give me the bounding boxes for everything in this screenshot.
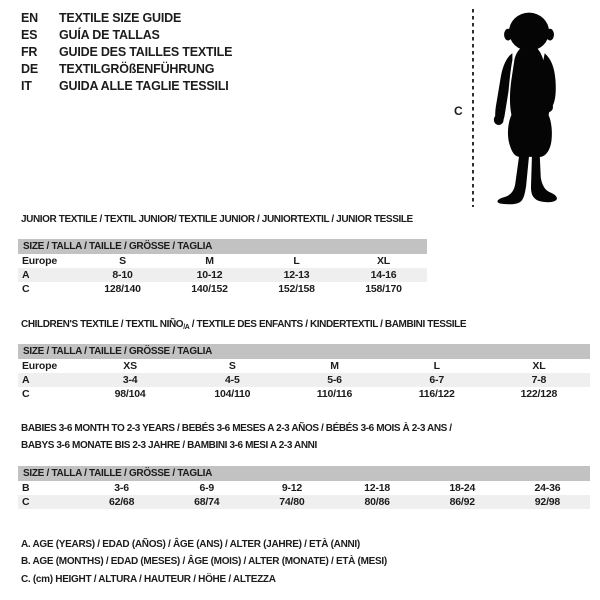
language-code: DE <box>21 62 38 76</box>
height-cell: 152/158 <box>278 283 315 295</box>
table-row <box>18 495 590 509</box>
children-title-sub: /A <box>183 324 190 331</box>
height-cell: 92/98 <box>534 496 561 508</box>
row-label: C <box>22 283 30 295</box>
language-row <box>21 78 232 95</box>
legend-line-a: A. AGE (YEARS) / EDAD (AÑOS) / ÂGE (ANS) / ALTER (JAHRE) / ETÀ (ANNI) <box>21 539 360 550</box>
language-header <box>21 10 232 95</box>
age-cell: 24-36 <box>534 482 561 494</box>
table-row <box>18 282 427 296</box>
age-cell: 12-13 <box>283 269 310 281</box>
children-title-post: / TEXTILE DES ENFANTS / KINDERTEXTIL / BAMBINI TESSILE <box>189 319 467 330</box>
age-cell: 4-5 <box>225 374 240 386</box>
language-label: TEXTILE SIZE GUIDE <box>59 11 182 25</box>
babies-section-title <box>21 421 452 454</box>
row-label: A <box>22 269 30 281</box>
size-cell: XL <box>376 255 391 267</box>
height-cell: 86/92 <box>449 496 475 508</box>
height-cell: 62/68 <box>108 496 135 508</box>
babies-title-line1: BABIES 3-6 MONTH TO 2-3 YEARS / BEBÉS 3-6 MESES A 2-3 AÑOS / BÉBÉS 3-6 MOIS À 2-3 ANS / <box>21 423 452 434</box>
junior-section-title: JUNIOR TEXTILE / TEXTIL JUNIOR/ TEXTILE JUNIOR / JUNIORTEXTIL / JUNIOR TESSILE <box>21 214 413 225</box>
height-cell: 80/86 <box>364 496 390 508</box>
language-row <box>21 10 232 27</box>
legend-line-b: B. AGE (MONTHS) / EDAD (MESES) / ÂGE (MOIS) / ALTER (MONATE) / ETÀ (MESI) <box>21 556 387 568</box>
row-label: A <box>22 374 30 386</box>
height-cell: 116/122 <box>418 388 455 400</box>
row-label: Europe <box>22 360 57 372</box>
age-cell: 12-18 <box>364 482 391 494</box>
height-cell: 104/110 <box>214 388 251 400</box>
height-cell: 74/80 <box>279 496 305 508</box>
size-header-bar: SIZE / TALLA / TAILLE / GRÖSSE / TAGLIA <box>18 239 427 254</box>
junior-size-table <box>18 239 427 296</box>
row-label: C <box>22 388 30 400</box>
size-cell: L <box>293 255 300 267</box>
row-label: B <box>22 482 30 494</box>
size-header-bar: SIZE / TALLA / TAILLE / GRÖSSE / TAGLIA <box>18 466 590 481</box>
height-cell: 98/104 <box>114 388 146 400</box>
babies-size-table <box>18 466 590 509</box>
age-cell: 18-24 <box>449 482 476 494</box>
age-cell: 3-6 <box>114 482 129 494</box>
size-cell: S <box>228 360 236 372</box>
language-label: GUIDE DES TAILLES TEXTILE <box>59 45 233 59</box>
height-cell: 128/140 <box>104 283 141 295</box>
table-row <box>18 359 590 373</box>
language-label: TEXTILGRÖßENFÜHRUNG <box>59 62 215 76</box>
children-title-pre: CHILDREN'S TEXTILE / TEXTIL NIÑO <box>21 319 184 330</box>
row-label: C <box>22 496 30 508</box>
age-cell: 10-12 <box>196 269 223 281</box>
table-row <box>18 254 427 268</box>
age-cell: 9-12 <box>281 482 303 494</box>
height-cell: 68/74 <box>194 496 220 508</box>
size-cell: XL <box>532 360 546 372</box>
table-row <box>18 481 590 495</box>
age-cell: 3-4 <box>122 374 138 386</box>
height-measure-dashed-line <box>472 9 474 207</box>
children-section-title <box>21 319 466 331</box>
language-label: GUÍA DE TALLAS <box>59 28 160 42</box>
children-size-table <box>18 344 590 401</box>
age-cell: 6-7 <box>429 374 444 386</box>
language-label: GUIDA ALLE TAGLIE TESSILI <box>59 79 229 93</box>
size-cell: XS <box>123 360 137 372</box>
row-label: Europe <box>22 255 57 267</box>
table-row <box>18 373 590 387</box>
height-cell: 158/170 <box>365 283 402 295</box>
language-row <box>21 27 232 44</box>
size-cell: S <box>119 255 126 267</box>
size-cell: L <box>433 360 440 372</box>
language-code: ES <box>21 28 38 42</box>
language-code: EN <box>21 11 38 25</box>
age-cell: 5-6 <box>327 374 342 386</box>
age-cell: 8-10 <box>112 269 133 281</box>
baby-silhouette-icon <box>486 8 574 206</box>
height-cell: 122/128 <box>520 388 558 400</box>
babies-title-line2: BABYS 3-6 MONATE BIS 2-3 JAHRE / BAMBINI 3-6 MESI A 2-3 ANNI <box>21 439 317 451</box>
legend <box>21 536 387 588</box>
language-row <box>21 61 232 78</box>
size-cell: M <box>330 360 339 372</box>
language-code: IT <box>21 79 32 93</box>
size-cell: M <box>205 255 214 267</box>
height-measure-label: C <box>454 104 463 118</box>
height-cell: 140/152 <box>191 283 228 295</box>
table-row <box>18 387 590 401</box>
age-cell: 14-16 <box>370 269 397 281</box>
height-cell: 110/116 <box>316 388 353 400</box>
legend-line-c: C. (cm) HEIGHT / ALTURA / HAUTEUR / HÖHE / ALTEZZA <box>21 573 276 585</box>
age-cell: 6-9 <box>199 482 215 494</box>
age-cell: 7-8 <box>531 374 547 386</box>
table-row <box>18 268 427 282</box>
size-header-bar: SIZE / TALLA / TAILLE / GRÖSSE / TAGLIA <box>18 344 590 359</box>
language-row <box>21 44 232 61</box>
language-code: FR <box>21 45 38 59</box>
